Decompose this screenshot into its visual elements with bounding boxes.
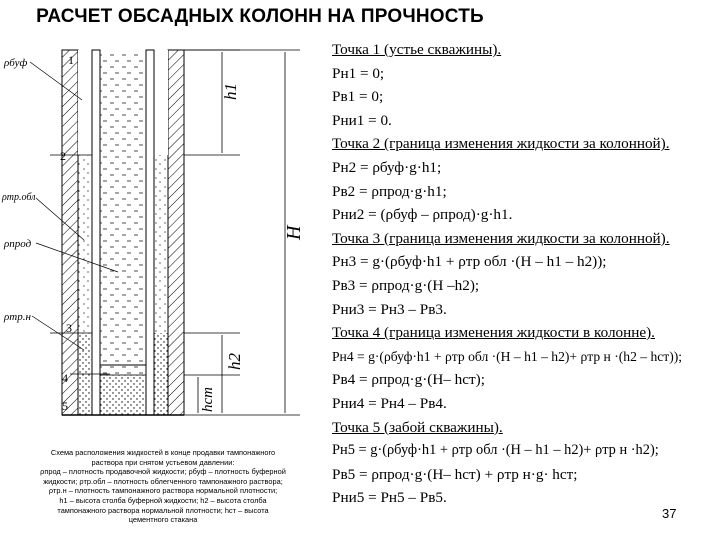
left-casing-wall [92, 50, 100, 415]
point-label-1: 1 [68, 53, 74, 67]
point5-formula: Рн5 = g·(ρбуф·h1 + ρтр обл ·(H – h1 – h2)+ ρтр н ·h2); [332, 442, 659, 459]
point-label-3: 3 [66, 321, 72, 335]
label-rho-tr-obl: ρтр.обл [2, 192, 36, 203]
diagram-caption [4, 448, 322, 525]
point5-formula: Рни5 = Рн5 – Рв5. [332, 489, 447, 507]
right-annulus-buffer [154, 50, 168, 155]
point2-heading: Точка 2 (граница изменения жидкости за колонной). [332, 135, 670, 153]
point3-formula: Рни3 = Рн3 – Рв3. [332, 300, 447, 318]
point5-formula: Рв5 = ρпрод·g·(H– hст) + ρтр н·g· hст; [332, 465, 578, 483]
point-label-4: 4 [62, 371, 68, 385]
point5-heading: Точка 5 (забой скважины). [332, 418, 503, 436]
point-label-2: 2 [60, 149, 66, 163]
caption-line: h1 – высота столба буферной жидкости; h2 – высота столба [59, 495, 267, 505]
left-annulus-light-cement [78, 155, 92, 333]
point2-formula: Рв2 = ρпрод·g·h1; [332, 182, 447, 200]
caption-line: Схема расположения жидкостей в конце продавки тампонажного [50, 448, 276, 457]
point3-formula: Рн3 = g·(ρбуф·h1 + ρтр обл ·(H – h1 – h2)); [332, 253, 607, 271]
label-H: H [283, 225, 305, 240]
caption-line: жидкости; ρтр.обл – плотность облегченного тампонажного раствора; [43, 476, 283, 486]
point2-formula: Рни2 = (ρбуф – ρпрод)·g·h1. [332, 206, 513, 224]
point4-formula: Рв4 = ρпрод·g·(H– hст); [332, 371, 485, 389]
page-title: РАСЧЕТ ОБСАДНЫХ КОЛОНН НА ПРОЧНОСТЬ [36, 6, 484, 27]
point2-formula: Рн2 = ρбуф·g·h1; [332, 158, 442, 176]
left-annulus-buffer [78, 50, 92, 155]
casing-displacement-fluid [100, 50, 146, 375]
label-rho-prod: ρпрод [4, 238, 32, 250]
well-casing-diagram [0, 40, 330, 460]
point4-formula: Рни4 = Рн4 – Рв4. [332, 394, 447, 412]
caption-line: ρпрод – плотность продавочной жидкости; ρбуф – плотность буферной [40, 467, 286, 477]
right-annulus-normal-cement [154, 333, 168, 415]
label-rho-tr-n: ρтр.н [4, 311, 31, 323]
point4-heading: Точка 4 (граница изменения жидкости в колонне). [332, 324, 655, 342]
point1-formula: Рни1 = 0. [332, 111, 392, 129]
caption-line: раствора при снятом устьевом давлении: [91, 457, 235, 467]
cement-plug [100, 375, 146, 415]
formula-text-column [332, 38, 718, 510]
right-casing-wall [146, 50, 154, 415]
right-annulus-light-cement [154, 155, 168, 333]
caption-line: ρтр.н – плотность тампонажного раствора нормальной плотности; [48, 486, 278, 496]
right-formation-wall [168, 50, 184, 415]
label-rho-buf: ρбуф [4, 57, 28, 69]
point1-heading: Точка 1 (устье скважины). [332, 41, 502, 58]
caption-line: тампонажного раствора нормальной плотности; hст – высота [57, 505, 269, 515]
point3-formula: Рв3 = ρпрод·g·(H –h2); [332, 276, 480, 294]
point-label-5: 5 [62, 399, 68, 413]
label-h2: h2 [225, 353, 244, 370]
page-number: 37 [662, 506, 677, 521]
point3-heading: Точка 3 (граница изменения жидкости за колонной). [332, 229, 670, 247]
label-hst: hст [200, 387, 216, 412]
caption-line: цементного стакана [128, 515, 198, 525]
point4-formula: Рн4 = g·(ρбуф·h1 + ρтр обл ·(H – h1 – h2)+ ρтр н ·(h2 – hст)); [332, 348, 683, 364]
point1-formula: Рн1 = 0; [332, 64, 385, 82]
point1-formula: Рв1 = 0; [332, 88, 384, 106]
label-h1: h1 [221, 83, 240, 100]
